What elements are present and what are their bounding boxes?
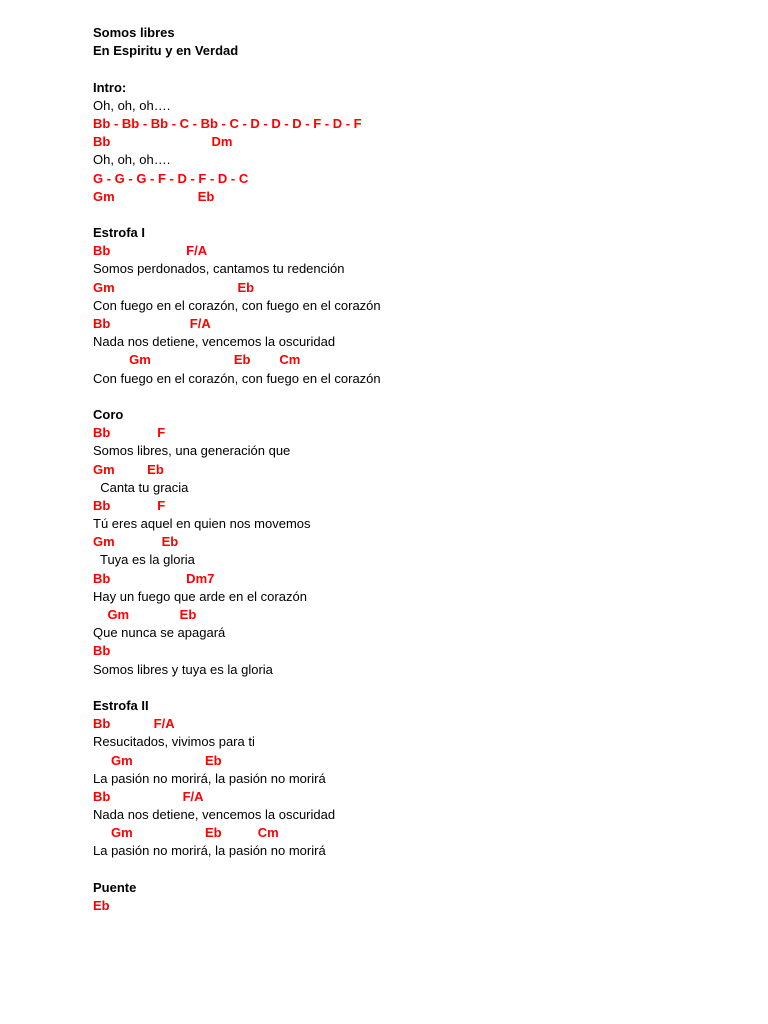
lyric-line: Canta tu gracia (93, 479, 189, 495)
chord-line: Gm Eb (93, 607, 197, 622)
chord-line: Bb - Bb - Bb - C - Bb - C - D - D - D - F - D - F (93, 115, 362, 131)
chord-line: Gm Eb Cm (93, 352, 301, 368)
chord-line: G - G - G - F - D - F - D - C (93, 170, 249, 186)
lyric-line: Tú eres aquel en quien nos movemos (93, 516, 311, 532)
blank-line (93, 388, 753, 406)
chord-line: Bb F (93, 425, 166, 441)
blank-line (93, 861, 753, 879)
lyric-line: Tuya es la gloria (93, 552, 195, 568)
lyric-line: La pasión no morirá, la pasión no morirá (93, 770, 326, 786)
chord-line: Gm Eb (93, 461, 164, 477)
chord-line: Eb (93, 898, 110, 913)
chord-line: Bb Dm7 (93, 570, 215, 586)
lyric-line: Nada nos detiene, vencemos la oscuridad (93, 807, 336, 823)
lyric-line: Somos perdonados, cantamos tu redención (93, 261, 345, 277)
section-heading: Estrofa I (93, 225, 146, 241)
chord-line: Gm Eb (93, 279, 255, 295)
lyric-line: Oh, oh, oh…. (93, 152, 171, 168)
lyric-line: La pasión no morirá, la pasión no morirá (93, 843, 326, 859)
lyric-line: Oh, oh, oh…. (93, 97, 171, 113)
chord-line: Bb Dm (93, 134, 233, 150)
lyric-line: Nada nos detiene, vencemos la oscuridad (93, 334, 336, 350)
chord-line: Bb F/A (93, 788, 204, 804)
song-lines (93, 60, 753, 915)
chord-line: Bb (93, 643, 111, 659)
lyric-line: Somos libres, una generación que (93, 443, 291, 459)
lyric-line: Con fuego en el corazón, con fuego en el corazón (93, 370, 381, 386)
section-heading: Coro (93, 406, 124, 422)
chord-line: Gm Eb (93, 534, 179, 550)
lyric-line: Hay un fuego que arde en el corazón (93, 588, 307, 604)
section-heading: Estrofa II (93, 697, 149, 713)
section-heading: Intro: (93, 79, 127, 95)
song-subtitle: En Espiritu y en Verdad (93, 43, 239, 59)
lyric-line: Que nunca se apagará (93, 625, 226, 641)
lyric-line: Resucitados, vivimos para ti (93, 734, 255, 750)
chord-line: Gm Eb Cm (93, 825, 279, 841)
lyric-line: Somos libres y tuya es la gloria (93, 661, 273, 677)
blank-line (93, 206, 753, 224)
song-sheet (93, 24, 753, 915)
chord-line: Bb F (93, 497, 166, 513)
chord-line: Bb F/A (93, 243, 208, 259)
chord-line: Bb F/A (93, 716, 175, 732)
lyric-line: Con fuego en el corazón, con fuego en el corazón (93, 297, 381, 313)
chord-line: Bb F/A (93, 316, 211, 331)
blank-line (93, 60, 753, 78)
blank-line (93, 679, 753, 697)
chord-line: Gm Eb (93, 752, 222, 768)
section-heading: Puente (93, 879, 137, 895)
song-title: Somos libres (93, 25, 175, 40)
chord-line: Gm Eb (93, 188, 215, 204)
